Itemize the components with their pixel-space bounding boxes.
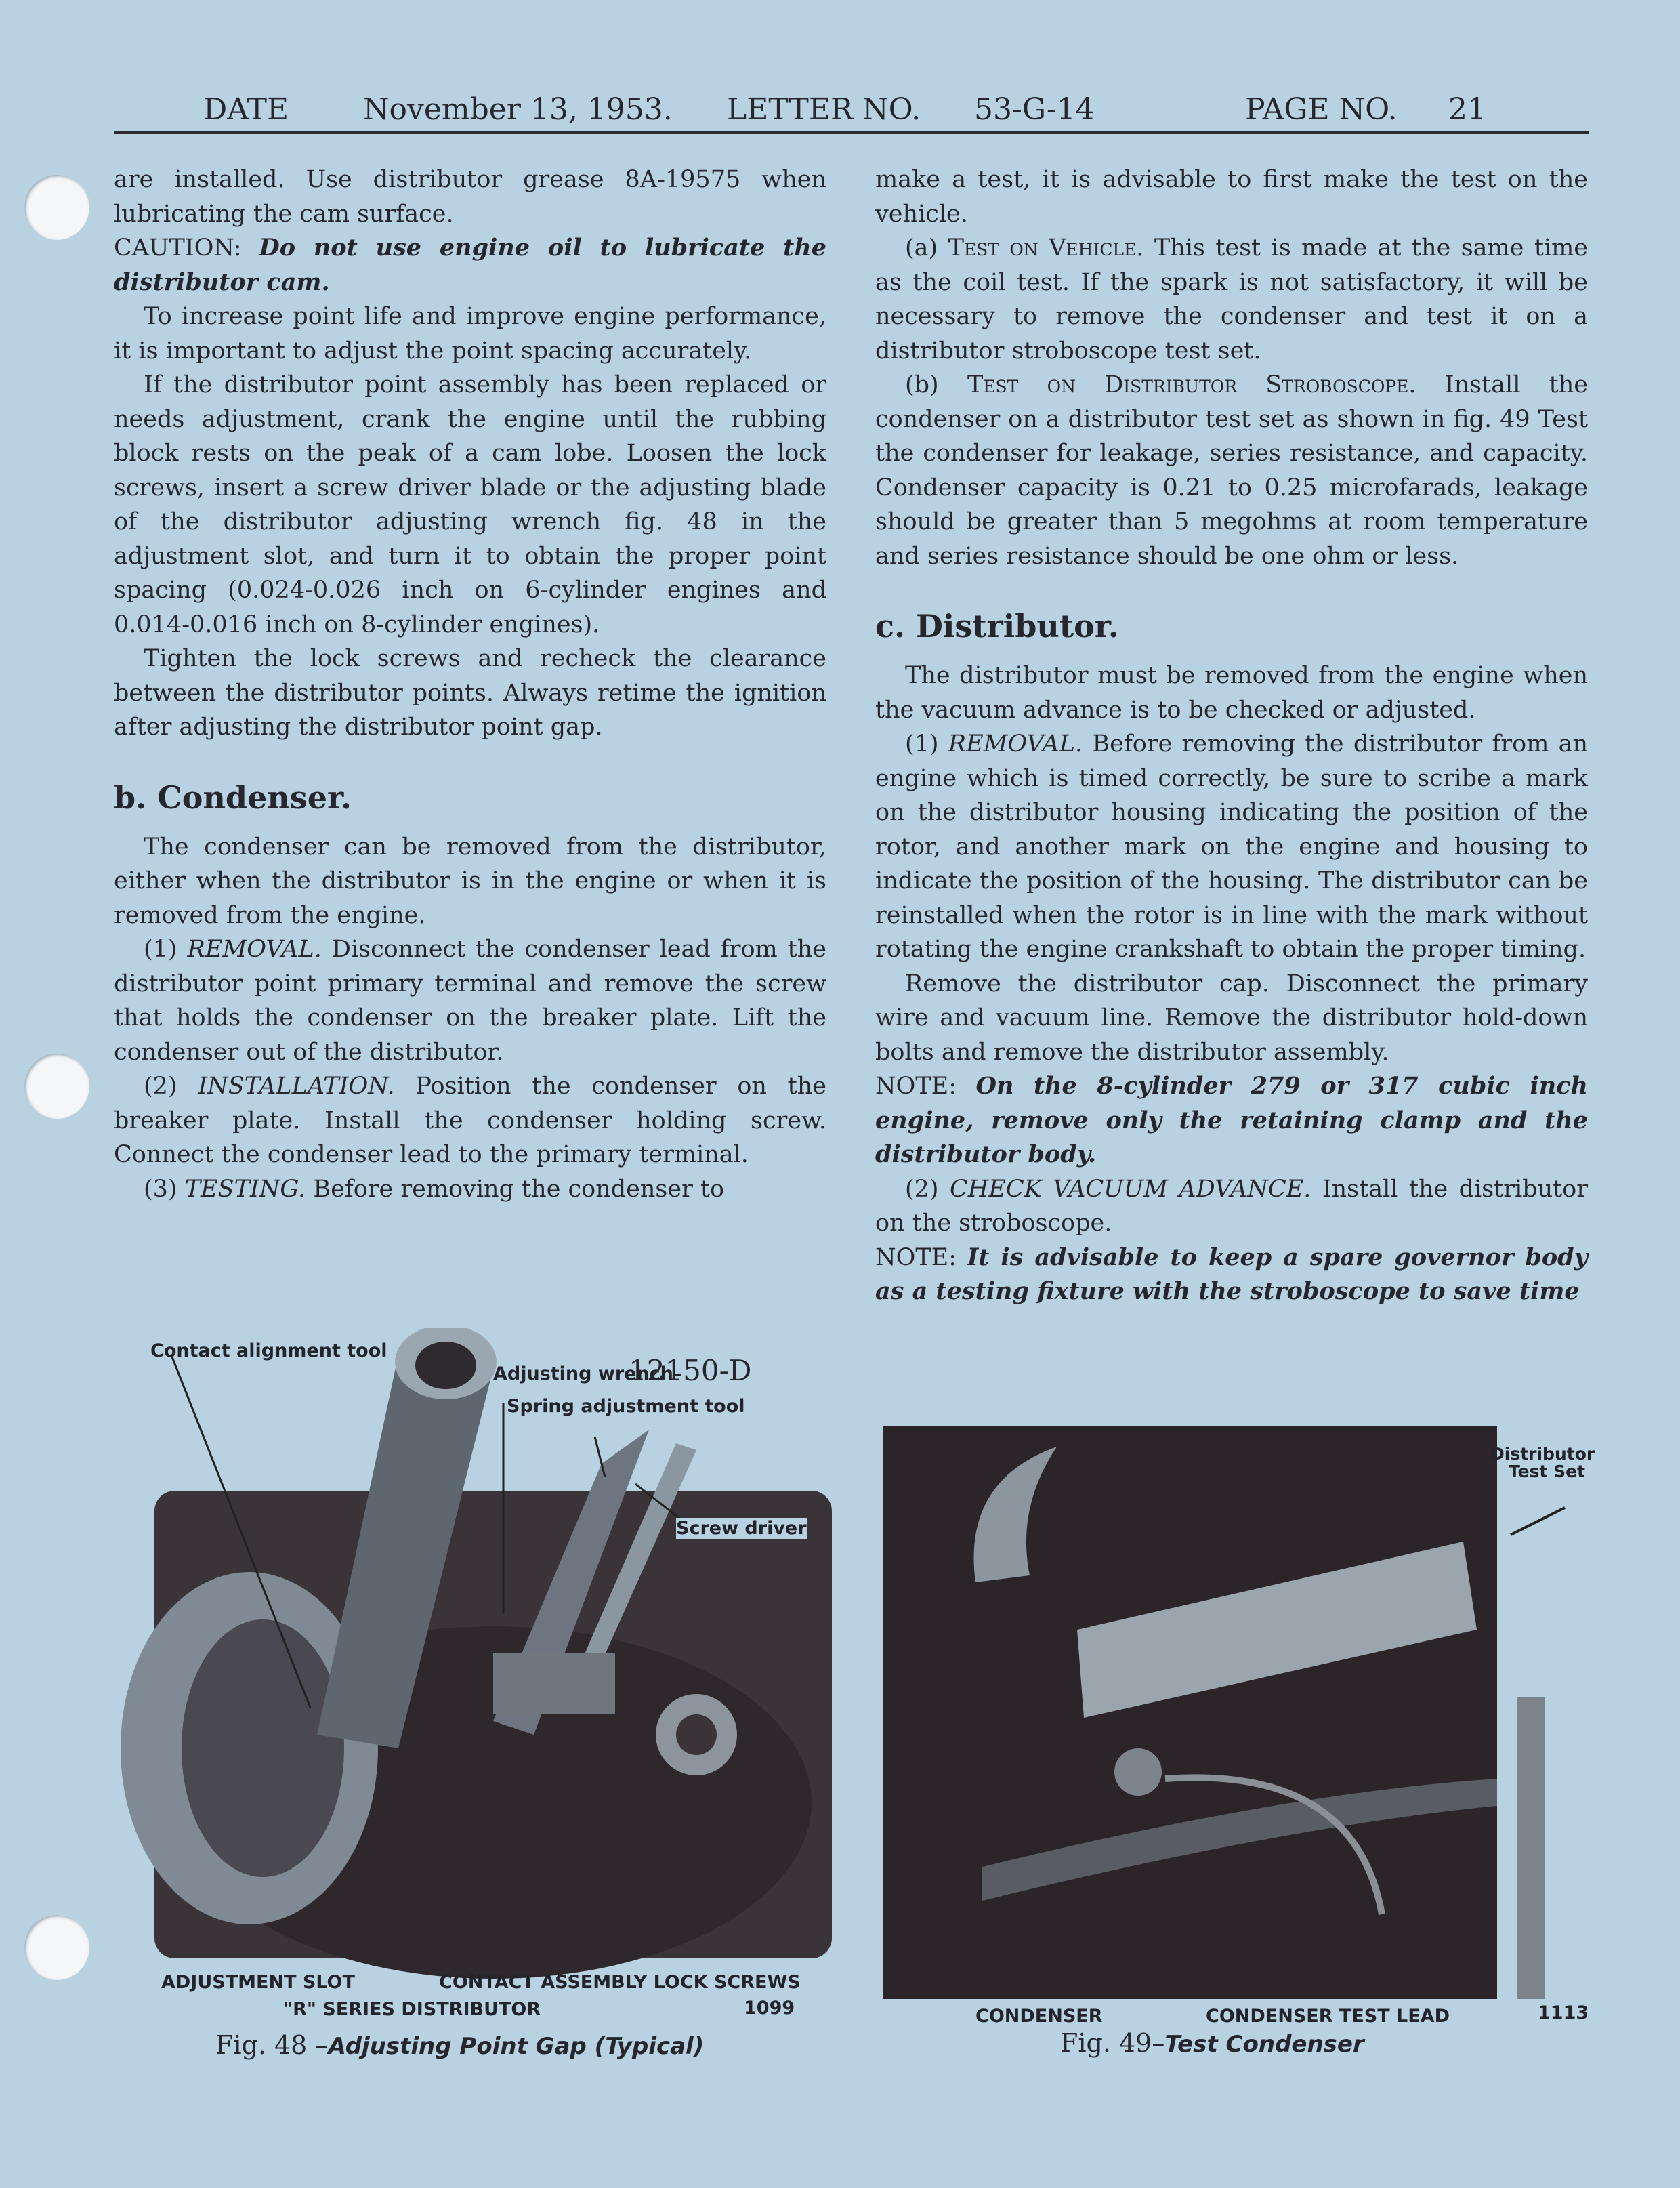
- text-run: (1): [905, 730, 948, 758]
- label-condenser-test-lead: CONDENSER TEST LEAD: [1206, 2006, 1450, 2027]
- text-run: Test on Vehicle.: [948, 234, 1144, 262]
- paragraph: [114, 368, 826, 642]
- test-set-photo: [881, 1426, 1599, 2002]
- text-run: (2): [905, 1175, 950, 1203]
- distributor-photo: [114, 1328, 839, 1979]
- label-condenser: CONDENSER: [975, 2006, 1103, 2027]
- caption-prefix: Fig. 48 –: [215, 2030, 329, 2060]
- label-lock-screws: CONTACT ASSEMBLY LOCK SCREWS: [439, 1972, 801, 1993]
- left-column: [114, 163, 826, 1206]
- punch-hole: [24, 175, 89, 240]
- paragraph: [114, 163, 826, 231]
- paragraph: [114, 300, 826, 368]
- section-heading: b. Condenser.: [114, 779, 352, 816]
- text-run: INSTALLATION.: [198, 1073, 395, 1100]
- text-run: To increase point life and improve engine performance, it is important to adjust the point spacing accurately.: [114, 303, 826, 365]
- text-run: REMOVAL.: [187, 936, 322, 963]
- paragraph: [114, 642, 826, 745]
- paragraph: [875, 967, 1588, 1070]
- paragraph: [875, 368, 1588, 573]
- text-run: (a): [905, 234, 948, 262]
- figure-49: [881, 1426, 1599, 2063]
- text-run: (b): [905, 371, 967, 398]
- label-adjustment-slot: ADJUSTMENT SLOT: [161, 1972, 355, 1993]
- section-heading: c. Distributor.: [875, 608, 1119, 644]
- figure-48: [114, 1328, 839, 2060]
- text-run: Do not use engine oil to lubricate the distributor cam.: [114, 234, 826, 296]
- text-run: REMOVAL.: [948, 730, 1083, 758]
- text-run: Before removing the condenser to: [306, 1175, 725, 1203]
- paragraph: [875, 231, 1588, 368]
- text-run: make a test, it is advisable to first make the test on the vehicle.: [875, 166, 1588, 228]
- letter-number: 53-G-14: [974, 92, 1095, 127]
- text-run: Test on Distributor Stroboscope.: [967, 371, 1416, 398]
- label-series-distributor: "R" SERIES DISTRIBUTOR: [283, 1999, 541, 2020]
- paragraph: [114, 1172, 826, 1207]
- text-run: On the 8-cylinder 279 or 317 cubic inch engine, remove only the retaining clamp and the distributor body.: [875, 1072, 1588, 1168]
- text-run: Position the condenser on the breaker plate. Install the condenser holding screw. Connect the condenser lead to the primary terminal.: [114, 1073, 827, 1168]
- text-run: Tighten the lock screws and recheck the clearance between the distributor points. Always retime the ignition after adjusting the distributor point gap.: [114, 645, 826, 741]
- photo-number: 1099: [744, 1998, 795, 2019]
- text-run: NOTE:: [875, 1243, 967, 1271]
- caption-title: Adjusting Point Gap (Typical): [328, 2033, 705, 2060]
- paragraph: [114, 932, 826, 1069]
- figure-49-caption: [1060, 2028, 1364, 2058]
- text-run: If the distributor point assembly has been replaced or needs adjustment, crank the engine until the rubbing block rests on the peak of a cam lobe. Loosen the lock screws, insert a screw driver blade or the adjusting blade of the distributor adjusting wrench fig. 48 in the adjustment slot, and turn it to obtain the proper point spacing (0.024-0.026 inch on 6-cylinder engines and 0.014-0.016 inch on 8-cylinder engines).: [114, 371, 826, 638]
- label-contact-alignment-tool: Contact alignment tool: [150, 1340, 387, 1361]
- caption-prefix: Fig. 49–: [1060, 2028, 1165, 2058]
- label-spring-adjustment-tool: Spring adjustment tool: [507, 1396, 745, 1417]
- label-screw-driver: Screw driver: [676, 1518, 807, 1539]
- text-run: NOTE:: [875, 1073, 976, 1100]
- label-adjusting-wrench: Adjusting wrench–: [493, 1363, 683, 1384]
- text-run: CAUTION:: [114, 234, 259, 262]
- letter-label: LETTER NO.: [727, 92, 921, 127]
- paragraph: [875, 1241, 1588, 1309]
- text-run: It is advisable to keep a spare governor body as a testing fixture with the stroboscope to save time: [875, 1243, 1588, 1305]
- text-run: (3): [144, 1175, 185, 1203]
- paragraph: [875, 1069, 1588, 1172]
- right-column: [875, 163, 1588, 1309]
- paragraph: [875, 727, 1588, 967]
- paragraph: [114, 830, 826, 933]
- paragraph: [875, 163, 1588, 231]
- punch-hole: [24, 1915, 89, 1980]
- text-run: (1): [144, 936, 188, 963]
- photo-number: 1113: [1538, 2002, 1589, 2023]
- paragraph: [875, 1172, 1588, 1241]
- text-run: (2): [144, 1073, 198, 1100]
- caption-title: Test Condenser: [1164, 2031, 1364, 2058]
- text-run: This test is made at the same time as the coil test. If the spark is not satisfactory, it will be necessary to remove the condenser and test it on a distributor stroboscope test set.: [875, 234, 1588, 365]
- text-run: are installed. Use distributor grease 8A-19575 when lubricating the cam surface.: [114, 166, 826, 228]
- figure-48-caption: [215, 2030, 704, 2060]
- paragraph: [114, 1069, 826, 1172]
- label-distributor-test-set: Distributor Test Set: [1490, 1444, 1595, 1481]
- text-run: Before removing the distributor from an engine which is timed correctly, be sure to scribe a mark on the distributor housing indicating the position of the rotor, and another mark on the engine and housing to indicate the position of the housing. The distributor can be reinstalled when the rotor is in line with the mark without rotating the engine crankshaft to obtain the proper timing.: [875, 730, 1589, 963]
- punch-hole: [24, 1054, 89, 1119]
- page-label: PAGE NO.: [1245, 92, 1398, 127]
- paragraph: [114, 231, 826, 300]
- text-run: Install the distributor on the stroboscope.: [875, 1175, 1588, 1237]
- date-value: November 13, 1953.: [363, 92, 673, 127]
- date-label: DATE: [203, 92, 289, 127]
- text-run: The condenser can be removed from the distributor, either when the distributor is in the engine or when it is removed from the engine.: [114, 833, 826, 929]
- text-run: TESTING.: [184, 1175, 306, 1203]
- text-run: Disconnect the condenser lead from the distributor point primary terminal and remove the screw that holds the condenser on the breaker plate. Lift the condenser out of the distributor.: [114, 936, 826, 1066]
- text-run: The distributor must be removed from the engine when the vacuum advance is to be checked or adjusted.: [875, 662, 1588, 724]
- text-run: CHECK VACUUM ADVANCE.: [950, 1175, 1311, 1203]
- paragraph: [875, 659, 1588, 727]
- text-run: Remove the distributor cap. Disconnect the primary wire and vacuum line. Remove the distributor hold-down bolts and remove the distributor assembly.: [875, 970, 1588, 1066]
- text-run: Install the condenser on a distributor test set as shown in fig. 49 Test the condenser for leakage, series resistance, and capacity. Condenser capacity is 0.21 to 0.25 microfarads, leakage should be greater than 5 megohms at room temperature and series resistance should be one ohm or less.: [875, 371, 1589, 570]
- wrench-part-number: 12150-D: [629, 1354, 752, 1387]
- letter-header: [114, 87, 1589, 134]
- page-number: 21: [1448, 92, 1486, 127]
